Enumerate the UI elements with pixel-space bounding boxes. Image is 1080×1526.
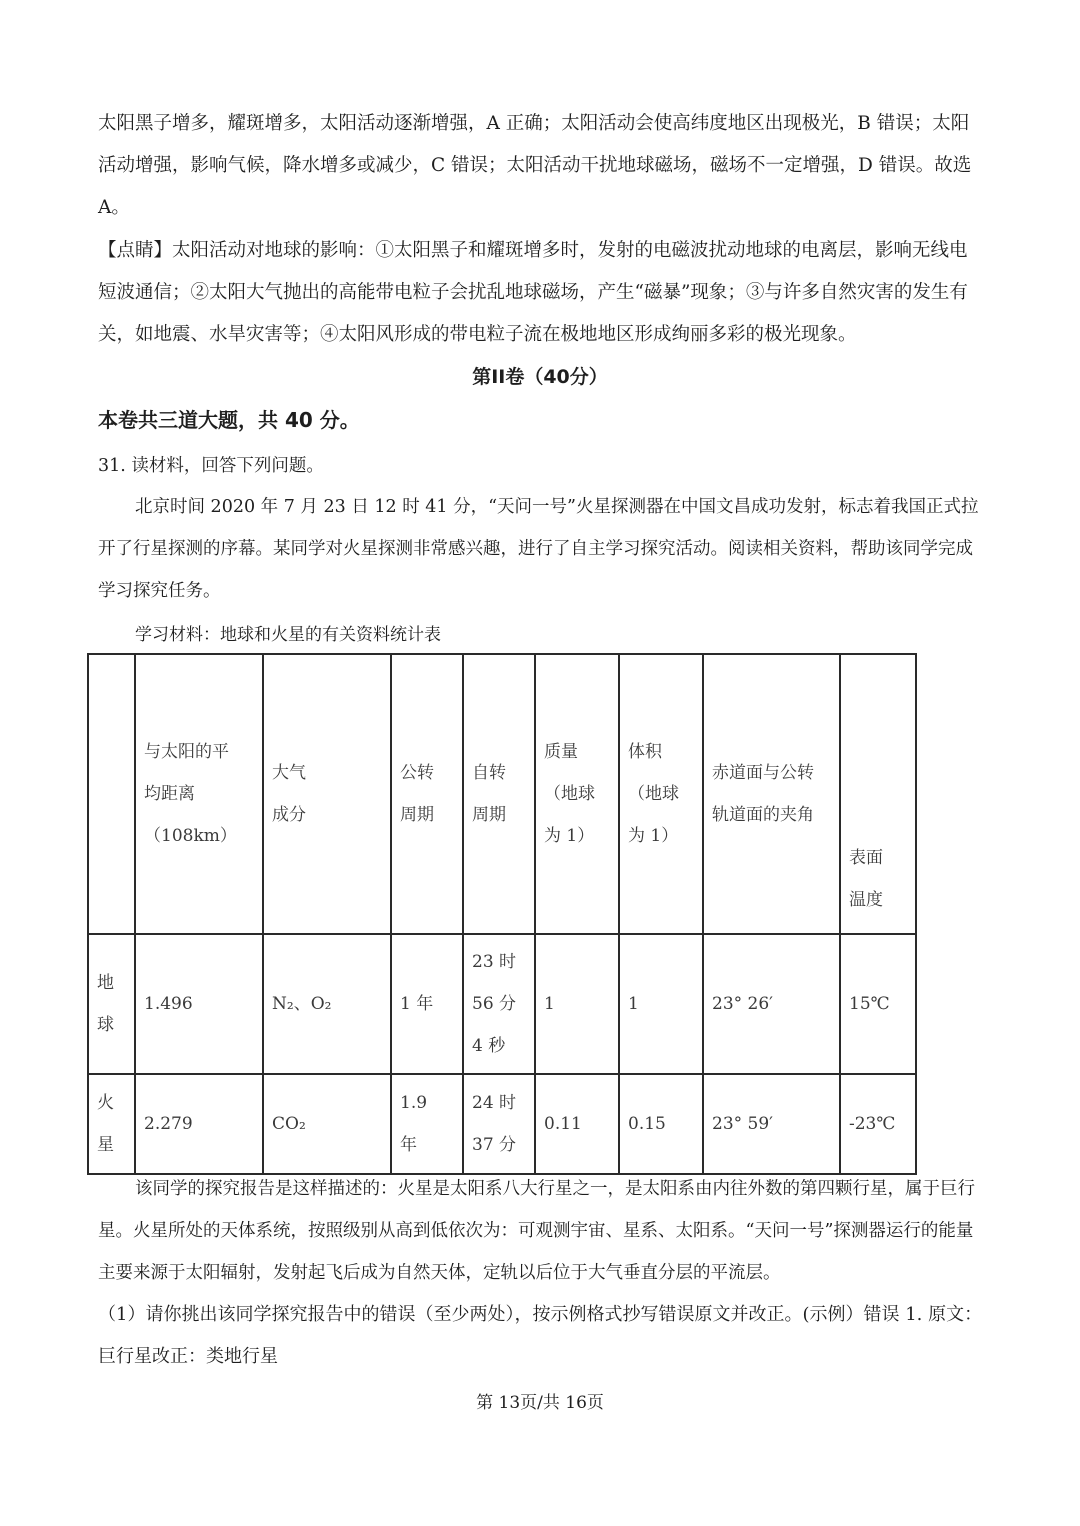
cell-atmosphere: CO₂ — [263, 1074, 391, 1174]
cell-revolution: 1 年 — [391, 934, 463, 1074]
cell-axial-tilt: 23° 26′ — [703, 934, 840, 1074]
cell-distance: 1.496 — [135, 934, 263, 1074]
row-label-mars: 火 星 — [88, 1074, 135, 1174]
cell-rotation: 23 时 56 分 4 秒 — [463, 934, 535, 1074]
material-paragraph: 北京时间 2020 年 7 月 23 日 12 时 41 分，“天问一号”火星探测器在中国文昌成功发射，标志着我国正式拉开了行星探测的序幕。某同学对火星探测非常感兴趣，进行了自主学习探究活动。阅读相关资料，帮助该同学完成学习探究任务。 — [98, 497, 979, 601]
report-paragraph: 该同学的探究报告是这样描述的：火星是太阳系八大行星之一，是太阳系由内往外数的第四颗行星，属于巨行星。火星所处的天体系统，按照级别从高到低依次为：可观测宇宙、星系、太阳系。“天问一号”探测器运行的能量主要来源于太阳辐射，发射起飞后成为自然天体，定轨以后位于大气垂直分层的平流层。 — [98, 1179, 975, 1283]
cell-rotation: 24 时 37 分 — [463, 1074, 535, 1174]
header-cell-temperature: 表面 温度 — [840, 654, 916, 934]
page-footer: 第 13页/共 16页 — [476, 1393, 604, 1413]
header-cell-rotation: 自转 周期 — [463, 654, 535, 934]
header-cell-blank — [88, 654, 135, 934]
cell-temperature: 15℃ — [840, 934, 916, 1074]
cell-mass: 1 — [535, 934, 619, 1074]
answer-explanation: 太阳黑子增多，耀斑增多，太阳活动逐渐增强，A 正确；太阳活动会使高纬度地区出现极光，B 错误；太阳活动增强，影响气候，降水增多或减少，C 错误；太阳活动干扰地球磁场，磁场不一定增强，D 错误。故选 A。 — [98, 113, 972, 218]
cell-atmosphere: N₂、O₂ — [263, 934, 391, 1074]
cell-volume: 0.15 — [619, 1074, 703, 1174]
row-label-earth: 地 球 — [88, 934, 135, 1074]
table-row — [88, 934, 916, 1074]
cell-axial-tilt: 23° 59′ — [703, 1074, 840, 1174]
cell-revolution: 1.9 年 — [391, 1074, 463, 1174]
section-title: 第II卷（40分） — [472, 366, 608, 388]
header-cell-volume: 体积 （地球 为 1） — [619, 654, 703, 934]
table-header-row — [88, 654, 916, 934]
cell-distance: 2.279 — [135, 1074, 263, 1174]
sub-question-1: （1）请你挑出该同学探究报告中的错误（至少两处），按示例格式抄写错误原文并改正。(示例）错误 1. 原文：巨行星改正：类地行星 — [98, 1304, 983, 1367]
section-intro: 本卷共三道大题，共 40 分。 — [98, 408, 360, 432]
cell-volume: 1 — [619, 934, 703, 1074]
header-cell-distance: 与太阳的平 均距离 （108km） — [135, 654, 263, 934]
header-cell-revolution: 公转 周期 — [391, 654, 463, 934]
table-row — [88, 1074, 916, 1174]
table-caption: 学习材料：地球和火星的有关资料统计表 — [135, 625, 441, 645]
planet-data-table — [87, 653, 917, 1175]
dianjing-paragraph: 【点睛】太阳活动对地球的影响：①太阳黑子和耀斑增多时，发射的电磁波扰动地球的电离层，影响无线电短波通信；②太阳大气抛出的高能带电粒子会扰乱地球磁场，产生“磁暴”现象；③与许多自然灾害的发生有关，如地震、水旱灾害等；④太阳风形成的带电粒子流在极地地区形成绚丽多彩的极光现象。 — [98, 240, 968, 345]
header-cell-axial-tilt: 赤道面与公转 轨道面的夹角 — [703, 654, 840, 934]
header-cell-atmosphere: 大气 成分 — [263, 654, 391, 934]
cell-mass: 0.11 — [535, 1074, 619, 1174]
header-cell-mass: 质量 （地球 为 1） — [535, 654, 619, 934]
question-stem: 31. 读材料，回答下列问题。 — [98, 456, 324, 476]
cell-temperature: -23℃ — [840, 1074, 916, 1174]
